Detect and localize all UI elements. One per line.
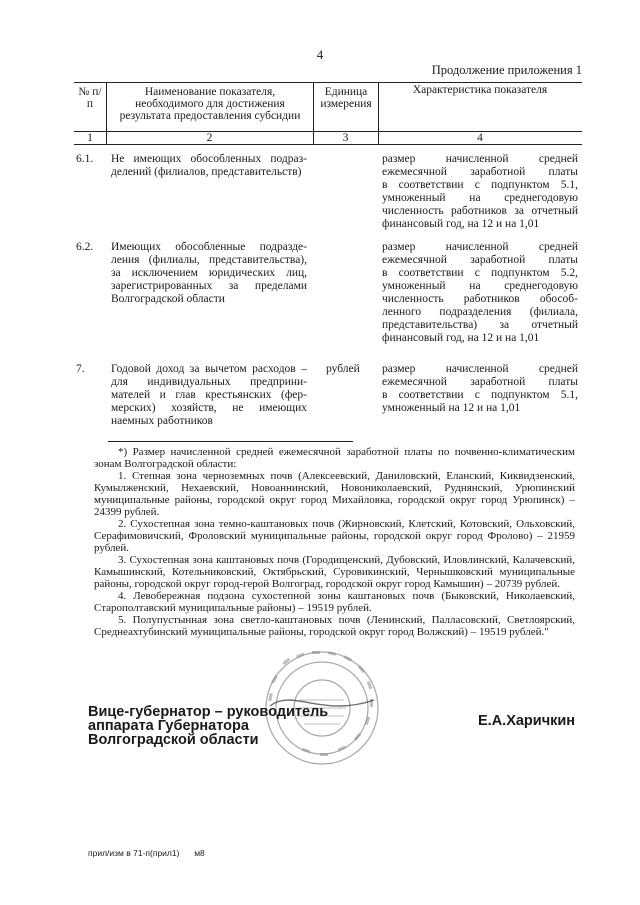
column-number-2: 2	[206, 132, 213, 144]
text-line: размер начисленной средней	[382, 153, 578, 165]
column-number-4: 4	[477, 132, 483, 144]
column-number-3: 3	[342, 132, 349, 144]
text-line: мателей и глав крестьянских (фер-	[111, 389, 307, 401]
footnote-item: 4. Левобережная подзона сухостепной зоны каштановых почв (Быковский, Николаевский, Старополтавский муниципальные районы) – 19519 рублей.	[94, 590, 575, 614]
text-line: в соответствии с подпунктом 5.2,	[382, 267, 578, 279]
footnote-rule	[108, 441, 353, 442]
page-number: 4	[316, 47, 324, 62]
signatory-position	[88, 705, 328, 747]
text-line: численность работников обособ-	[382, 293, 578, 305]
text-line: представительства) за отчетный	[382, 319, 578, 331]
text-line: ленного подразделения (филиала,	[382, 306, 578, 318]
text-line: умноженный на среднегодовую	[382, 280, 578, 292]
row-number: 7.	[76, 363, 85, 375]
text-line: размер начисленной средней	[382, 363, 578, 375]
text-line: умноженный на среднегодовую	[382, 192, 578, 204]
signatory-position-line: Волгоградской области	[88, 732, 259, 748]
text-line: мерских) хозяйств, не имеющих	[111, 402, 307, 414]
text-line: ежемесячной заработной платы	[382, 254, 578, 266]
text-line: за исключением юридических лиц,	[111, 267, 307, 279]
header-number: № п/п	[78, 86, 102, 110]
row-unit: рублей	[326, 363, 360, 375]
text-line: Имеющих обособленные подразде-	[111, 241, 307, 253]
text-line: финансовый год, на 12 и на 1,01	[382, 218, 540, 230]
footnote	[94, 446, 575, 638]
row-characteristic	[382, 241, 578, 345]
footnote-item: 3. Сухостепная зона каштановых почв (Городищенский, Дубовский, Иловлинский, Калачевский, Камышинский, Котельниковский, Октябрьский, Суровикинский, Чернышковский муниципальные районы, городской округ город-герой Волгоград, городской округ город Камышин) – 20739 рублей.	[94, 554, 575, 590]
footnote-item: 5. Полупустынная зона светло-каштановых почв (Ленинский, Палласовский, Светлоярский, Среднеахтубинский муниципальные районы, городской округ город Волжский) – 19519 рублей."	[94, 614, 575, 638]
text-line: зарегистрированных за пределами	[111, 280, 307, 292]
signatory-position-line: аппарата Губернатора	[88, 718, 249, 734]
text-line: Годовой доход за вычетом расходов –	[111, 363, 307, 375]
row-characteristic	[382, 363, 578, 415]
signatory-name: Е.А.Харичкин	[478, 713, 576, 729]
document-footer	[88, 848, 205, 858]
text-line: в соответствии с подпунктом 5.1,	[382, 389, 578, 401]
footnote-item: 1. Степная зона черноземных почв (Алексеевский, Даниловский, Еланский, Киквидзенский, Кумылженский, Нехаевский, Новоаннинский, Новониколаевский, Руднянский, Урюпинский муниципальные районы, городской округ город Михайловка, городской округ город Урюпинск) – 24399 рублей.	[94, 470, 575, 518]
header-unit: Единица измерения	[320, 86, 372, 110]
footer-initials: м8	[194, 848, 205, 858]
text-line: Не имеющих обособленных подраз-	[111, 153, 307, 165]
row-indicator-name	[111, 153, 307, 179]
row-number: 6.1.	[76, 153, 94, 165]
column-number-1: 1	[87, 132, 93, 144]
text-line: в соответствии с подпунктом 5.1,	[382, 179, 578, 191]
row-characteristic	[382, 153, 578, 231]
table-column-numbers-border	[74, 144, 582, 145]
text-line: размер начисленной средней	[382, 241, 578, 253]
text-line: умноженный на 12 и на 1,01	[382, 402, 521, 414]
table-top-border	[74, 82, 582, 83]
text-line: финансовый год, на 12 и на 1,01	[382, 332, 540, 344]
header-indicator-name: Наименование показателя, необходимого для достижения результата предоставления субсидии	[119, 86, 301, 122]
text-line: делений (филиалов, представительств)	[111, 166, 302, 178]
text-line: наемных работников	[111, 415, 213, 427]
text-line: численность работников за отчетный	[382, 205, 578, 217]
text-line: Волгоградской области	[111, 293, 225, 305]
text-line: ежемесячной заработной платы	[382, 166, 578, 178]
text-line: ежемесячной заработной платы	[382, 376, 578, 388]
row-indicator-name	[111, 363, 307, 428]
footer-code: прил/изм в 71-п(прил1)	[88, 848, 180, 858]
footnote-item: 2. Сухостепная зона темно-каштановых почв (Жирновский, Клетский, Котовский, Ольховский, Серафимовичский, Фроловский муниципальные районы, городской округ город Фролово) – 21959 рублей.	[94, 518, 575, 554]
header-characteristic: Характеристика показателя	[412, 84, 548, 96]
continuation-label: Продолжение приложения 1	[431, 63, 582, 77]
text-line: ления (филиалы, представительства),	[111, 254, 307, 266]
signatory-position-line: Вице-губернатор – руководитель	[88, 704, 329, 720]
text-line: для индивидуальных предприни-	[111, 376, 307, 388]
row-number: 6.2.	[76, 241, 94, 253]
footnote-intro: *) Размер начисленной средней ежемесячной заработной платы по почвенно-климатическим зонам Волгоградской области:	[94, 446, 575, 470]
row-indicator-name	[111, 241, 307, 306]
